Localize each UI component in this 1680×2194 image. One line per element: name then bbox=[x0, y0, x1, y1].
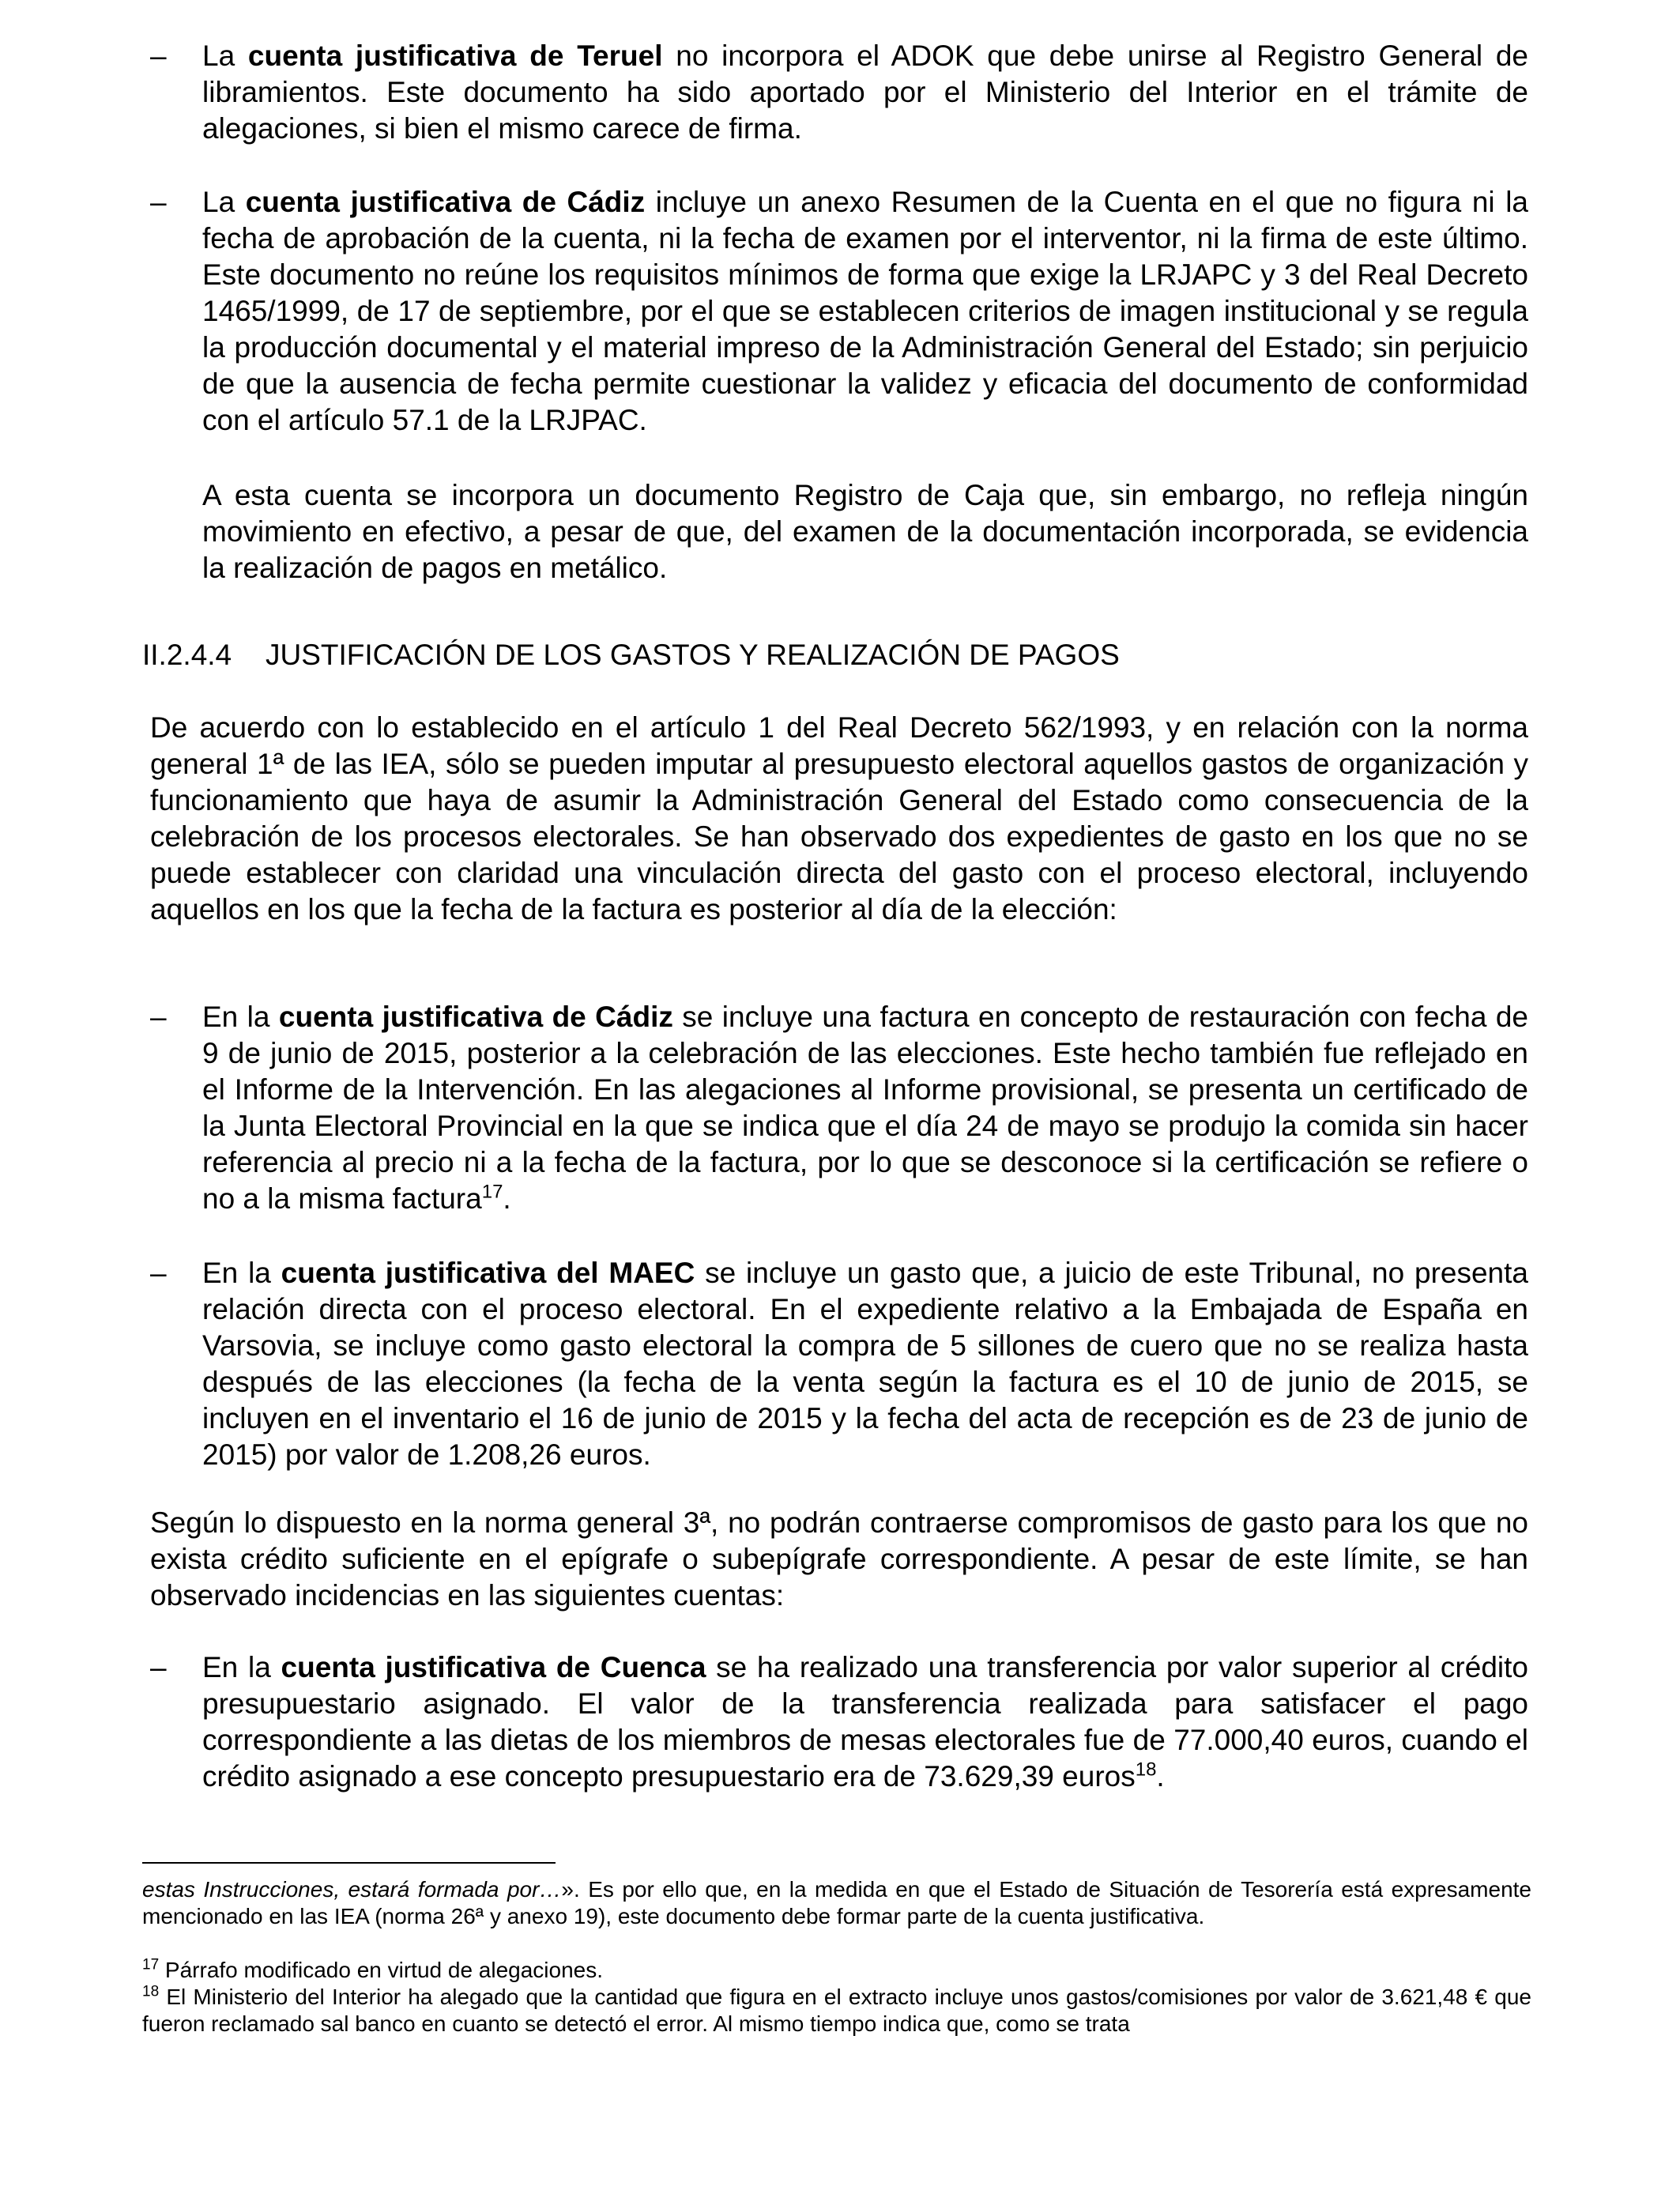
bullet-dash: – bbox=[150, 1001, 167, 1033]
section-number: II.2.4.4 bbox=[142, 639, 232, 671]
footnote-text: Párrafo modificado en virtud de alegaciones. bbox=[159, 1958, 604, 1982]
footnote-separator bbox=[142, 1862, 556, 1864]
bullet-text: se incluye una factura en concepto de restauración con fecha de 9 de junio de 2015, posterior a la celebración de las elecciones. Este hecho también fue reflejado en el Informe de la Intervención. En las alegaciones al Informe provisional, se presenta un certificado de la Junta Electoral Provincial en la que se indica que el día 24 de mayo se produjo la comida sin hacer referencia al precio ni a la fecha de la factura, por lo que se desconoce si la certificación se refiere o no a la misma factura bbox=[202, 1001, 1528, 1215]
footnote-mark: 18 bbox=[142, 1983, 160, 2000]
footnote-text: ». Es por ello que, en la medida en que el Estado de Situación de Tesorería está expresamente mencionado en las IEA (norma 26ª y anexo 19), este documento debe formar parte de la cuenta justificativa. bbox=[142, 1877, 1532, 1928]
bullet-cadiz-factura bbox=[202, 999, 1528, 1217]
bullet-bold-label: cuenta justificativa de Teruel bbox=[247, 40, 663, 72]
paragraph-intro: De acuerdo con lo establecido en el artículo 1 del Real Decreto 562/1993, y en relación con la norma general 1ª de las IEA, sólo se pueden imputar al presupuesto electoral aquellos gastos de organización y funcionamiento que haya de asumir la Administración General del Estado como consecuencia de la celebración de los procesos electorales. Se han observado dos expedientes de gasto en los que no se puede establecer con claridad una vinculación directa del gasto con el proceso electoral, incluyendo aquellos en los que la fecha de la factura es posterior al día de la elección: bbox=[150, 711, 1528, 925]
bullet-text: no incorpora el ADOK que debe unirse al Registro General de libramientos. Este documento ha sido aportado por el Ministerio del Interior en el trámite de alegaciones, si bien el mismo carece de firma. bbox=[202, 40, 1529, 145]
bullet-dash: – bbox=[150, 1651, 167, 1683]
bullet-cuenca bbox=[202, 1649, 1528, 1795]
footnote-ref-18[interactable]: 18 bbox=[1135, 1759, 1157, 1781]
footnote-18 bbox=[142, 1984, 1531, 2038]
bullet-text: La bbox=[202, 40, 248, 72]
footnote-italic-quote: estas Instrucciones, estará formada por… bbox=[142, 1877, 562, 1902]
bullet-text: se ha realizado una transferencia por valor superior al crédito presupuestario asignado. El valor de la transferencia realizada para satisfacer el pago correspondiente a las dietas de los miembros de mesas electorales fue de 77.000,40 euros, cuando el crédito asignado a ese concepto presupuestario era de 73.629,39 euros bbox=[202, 1651, 1528, 1793]
footnote-continued bbox=[142, 1876, 1531, 1930]
footnote-ref-17[interactable]: 17 bbox=[481, 1181, 503, 1203]
bullet-teruel bbox=[202, 38, 1528, 147]
bullet-bold-label: cuenta justificativa de Cádiz bbox=[245, 186, 646, 218]
bullet-continuation: A esta cuenta se incorpora un documento Registro de Caja que, sin embargo, no refleja ningún movimiento en efectivo, a pesar de que, del examen de la documentación incorporada, se evidencia la realización de pagos en metálico. bbox=[202, 479, 1528, 584]
bullet-dash: – bbox=[150, 186, 167, 218]
footnote-mark: 17 bbox=[142, 1956, 160, 1973]
bullet-text: se incluye un gasto que, a juicio de este Tribunal, no presenta relación directa con el proceso electoral. En el expediente relativo a la Embajada de España en Varsovia, se incluye como gasto electoral la compra de 5 sillones de cuero que no se realiza hasta después de las elecciones (la fecha de la venta según la factura es el 10 de junio de 2015, se incluyen en el inventario el 16 de junio de 2015 y la fecha del acta de recepción es de 23 de junio de 2015) por valor de 1.208,26 euros. bbox=[202, 1257, 1528, 1471]
bullet-bold-label: cuenta justificativa de Cuenca bbox=[281, 1651, 706, 1683]
footnote-text: El Ministerio del Interior ha alegado que la cantidad que figura en el extracto incluye unos gastos/comisiones por valor de 3.621,48 € que fueron reclamado sal banco en cuanto se detectó el error. Al mismo tiempo indica que, como se trata bbox=[142, 1985, 1531, 2036]
bullet-cadiz-resumen bbox=[202, 184, 1528, 439]
bullet-text: En la bbox=[202, 1651, 281, 1683]
bullet-dash: – bbox=[150, 40, 167, 72]
bullet-bold-label: cuenta justificativa de Cádiz bbox=[278, 1001, 673, 1033]
bullet-bold-label: cuenta justificativa del MAEC bbox=[281, 1257, 695, 1289]
bullet-text: La bbox=[202, 186, 246, 218]
section-title: JUSTIFICACIÓN DE LOS GASTOS Y REALIZACIÓN DE PAGOS bbox=[266, 639, 1120, 671]
footnote-17 bbox=[142, 1957, 1531, 1984]
bullet-maec bbox=[202, 1255, 1528, 1473]
bullet-text: En la bbox=[202, 1001, 279, 1033]
bullet-text: En la bbox=[202, 1257, 281, 1289]
paragraph-norma3: Según lo dispuesto en la norma general 3ª, no podrán contraerse compromisos de gasto para los que no exista crédito suficiente en el epígrafe o subepígrafe correspondiente. A pesar de este límite, se han observado incidencias en las siguientes cuentas: bbox=[150, 1506, 1528, 1612]
bullet-text-end: . bbox=[1156, 1760, 1165, 1793]
bullet-dash: – bbox=[150, 1257, 167, 1289]
bullet-text-end: . bbox=[503, 1182, 511, 1215]
section-heading bbox=[142, 637, 1533, 673]
bullet-text: incluye un anexo Resumen de la Cuenta en el que no figura ni la fecha de aprobación de la cuenta, ni la fecha de examen por el interventor, ni la firma de este último. Este documento no reúne los requisitos mínimos de forma que exige la LRJAPC y 3 del Real Decreto 1465/1999, de 17 de septiembre, por el que se establecen criterios de imagen institucional y se regula la producción documental y el material impreso de la Administración General del Estado; sin perjuicio de que la ausencia de fecha permite cuestionar la validez y eficacia del documento de conformidad con el artículo 57.1 de la LRJPAC. bbox=[202, 186, 1528, 436]
